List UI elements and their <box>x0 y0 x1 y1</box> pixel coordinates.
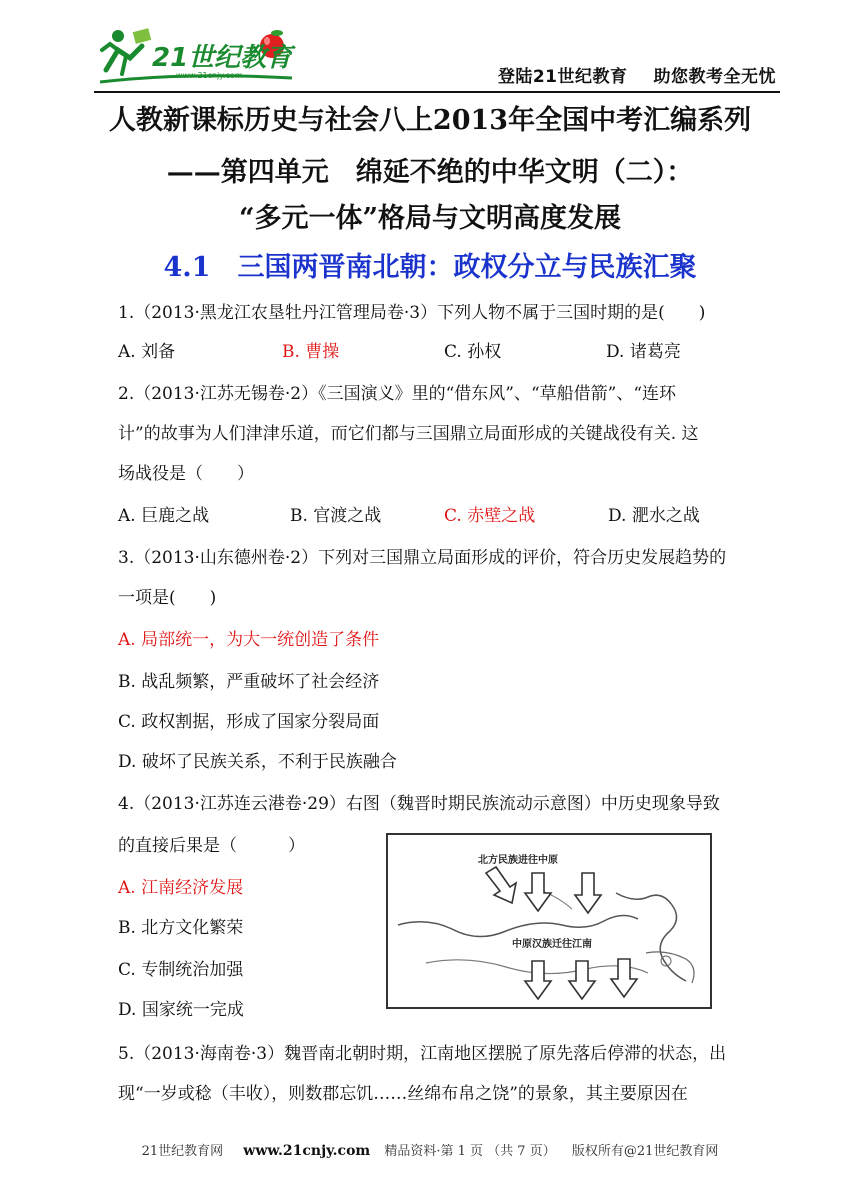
doc-subtitle: ——第四单元 绵延不绝的中华文明（二）： <box>166 157 694 188</box>
header-divider <box>94 91 780 93</box>
q1-option-d: D. 诸葛亮 <box>606 342 681 362</box>
migration-map <box>386 833 712 1009</box>
q3-option-a-answer: A. 局部统一，为大一统创造了条件 <box>118 630 380 650</box>
q5-stem-2: 现“一岁或稔（丰收），则数郡忘饥……丝绵布帛之饶”的景象，其主要原因在 <box>118 1084 688 1104</box>
q2-stem-2: 计”的故事为人们津津乐道，而它们都与三国鼎立局面形成的关键战役有关. 这 <box>118 424 699 444</box>
q4-stem-1: 4.（2013·江苏连云港卷·29）右图（魏晋时期民族流动示意图）中历史现象导致 <box>118 794 720 814</box>
q2-option-d: D. 淝水之战 <box>608 506 700 526</box>
page-footer <box>0 1140 860 1159</box>
q4-option-c: C. 专制统治加强 <box>118 960 244 980</box>
q3-stem-2: 一项是( ) <box>118 588 217 608</box>
logo-url: www.21cnjy.com <box>176 71 243 80</box>
footer-copyright: 版权所有@21世纪教育网 <box>571 1144 719 1159</box>
map-label-south: 中原汉族迁往江南 <box>512 939 592 950</box>
doc-title: 人教新课标历史与社会八上2013年全国中考汇编系列 <box>108 105 752 136</box>
q3-option-d: D. 破坏了民族关系，不利于民族融合 <box>118 752 397 772</box>
section-title: 4.1 三国两晋南北朝：政权分立与民族汇聚 <box>163 252 697 283</box>
header-slogan <box>498 62 776 87</box>
slogan-left: 登陆21世纪教育 <box>497 67 628 87</box>
q1-option-c: C. 孙权 <box>444 342 502 362</box>
map-label-north: 北方民族进往中原 <box>478 855 558 866</box>
q2-stem-1: 2.（2013·江苏无锡卷·2）《三国演义》里的“借东风”、“草船借箭”、“连环 <box>118 384 677 404</box>
doc-subtitle-2: “多元一体”格局与文明高度发展 <box>238 203 622 234</box>
footer-url[interactable]: www.21cnjy.com <box>243 1143 371 1159</box>
q2-stem-3: 场战役是（ ） <box>118 464 254 484</box>
q3-stem-1: 3.（2013·山东德州卷·2）下列对三国鼎立局面形成的评价，符合历史发展趋势的 <box>118 548 727 568</box>
q1-stem: 1.（2013·黑龙江农垦牡丹江管理局卷·3）下列人物不属于三国时期的是( ) <box>118 303 706 323</box>
q4-stem-2: 的直接后果是（ ） <box>118 836 305 856</box>
q2-option-a: A. 巨鹿之战 <box>118 506 210 526</box>
q4-option-d: D. 国家统一完成 <box>118 1000 244 1020</box>
footer-page: 精品资料·第 1 页 （共 7 页） <box>384 1144 556 1159</box>
q3-option-b: B. 战乱频繁，严重破坏了社会经济 <box>118 672 380 692</box>
q2-option-b: B. 官渡之战 <box>290 506 382 526</box>
q1-option-a: A. 刘备 <box>118 342 176 362</box>
q5-stem-1: 5.（2013·海南卷·3）魏晋南北朝时期，江南地区摆脱了原先落后停滞的状态，出 <box>118 1044 727 1064</box>
q4-option-a-answer: A. 江南经济发展 <box>118 878 244 898</box>
q3-option-c: C. 政权割据，形成了国家分裂局面 <box>118 712 380 732</box>
q4-option-b: B. 北方文化繁荣 <box>118 918 244 938</box>
logo <box>96 24 296 86</box>
q1-option-b-answer: B. 曹操 <box>282 342 340 362</box>
footer-site: 21世纪教育网 <box>141 1144 224 1159</box>
q2-option-c-answer: C. 赤壁之战 <box>444 506 536 526</box>
slogan-right: 助您教考全无忧 <box>653 67 776 87</box>
south-arrows <box>525 959 637 999</box>
logo-text: 21世纪教育 <box>152 43 293 73</box>
